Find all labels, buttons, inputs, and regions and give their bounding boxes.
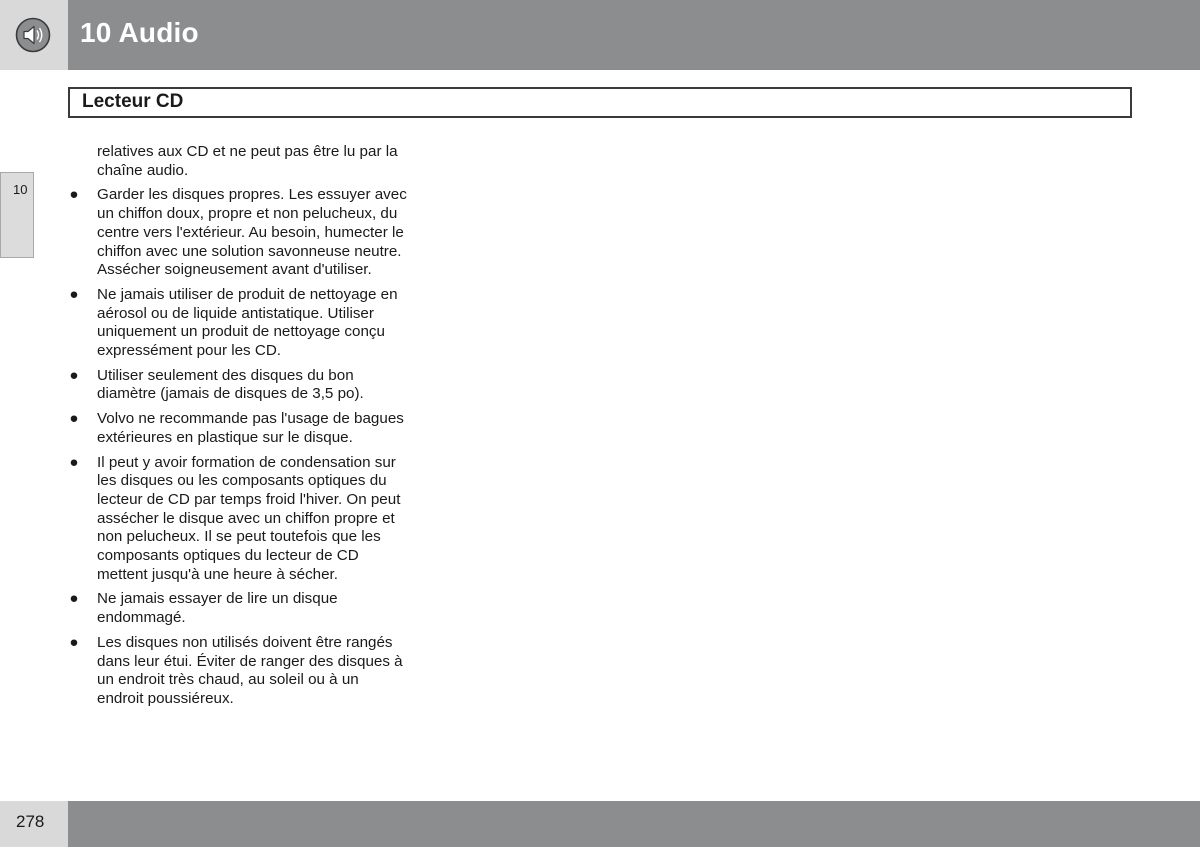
bullet-item (69, 453, 407, 585)
bullet-item (69, 285, 407, 361)
bullet-text: Il peut y avoir formation de condensation sur les disques ou les composants optiques du lecteur de CD par temps froid l'hiver. On peut assécher le disque avec un chiffon propre et non pelucheux. Il se peut toutefois que les composants optiques du lecteur de CD mettent jusqu'à une heure à sécher. (97, 453, 401, 583)
chapter-title: 10 Audio (80, 17, 199, 48)
bullet-item (69, 186, 407, 280)
bullet-dot-icon: ● (69, 410, 79, 428)
bullet-item (69, 410, 407, 447)
bullet-text: Ne jamais essayer de lire un disque endommagé. (97, 590, 338, 627)
header-bar (68, 0, 1200, 70)
bullet-dot-icon: ● (69, 453, 79, 471)
bullet-dot-icon: ● (69, 590, 79, 608)
bullet-text: Ne jamais utiliser de produit de nettoyage en aérosol ou de liquide antistatique. Utiliser uniquement un produit de nettoyage conçu expressément pour les CD. (97, 285, 398, 360)
bullet-text: Garder les disques propres. Les essuyer avec un chiffon doux, propre et non pelucheux, du centre vers l'extérieur. Au besoin, humecter le chiffon avec une solution savonneuse neutre. Assécher soigneusement avant d'utiliser. (97, 186, 407, 279)
page-number: 278 (16, 812, 45, 831)
chapter-side-tab (0, 172, 34, 258)
section-heading-box (68, 87, 1132, 118)
bullet-text: Les disques non utilisés doivent être rangés dans leur étui. Éviter de ranger des disques à un endroit très chaud, au soleil ou à un endroit poussiéreux. (97, 633, 403, 707)
bullet-text: Volvo ne recommande pas l'usage de bagues extérieures en plastique sur le disque. (97, 410, 404, 446)
side-tab-label: 10 (13, 182, 28, 197)
bullet-dot-icon: ● (69, 186, 79, 204)
body-text (69, 143, 407, 715)
section-title: Lecteur CD (82, 91, 184, 112)
bullet-item (69, 366, 407, 404)
bullet-dot-icon: ● (69, 285, 79, 303)
bullet-dot-icon: ● (69, 633, 79, 651)
speaker-icon (15, 17, 51, 53)
footer-bar (68, 801, 1200, 847)
bullet-text: Utiliser seulement des disques du bon diamètre (jamais de disques de 3,5 po). (97, 366, 364, 403)
bullet-item (69, 633, 407, 709)
continued-paragraph: relatives aux CD et ne peut pas être lu par la chaîne audio. (97, 143, 398, 179)
header-icon-panel (0, 0, 68, 70)
bullet-dot-icon: ● (69, 366, 79, 384)
bullet-item (69, 590, 407, 627)
